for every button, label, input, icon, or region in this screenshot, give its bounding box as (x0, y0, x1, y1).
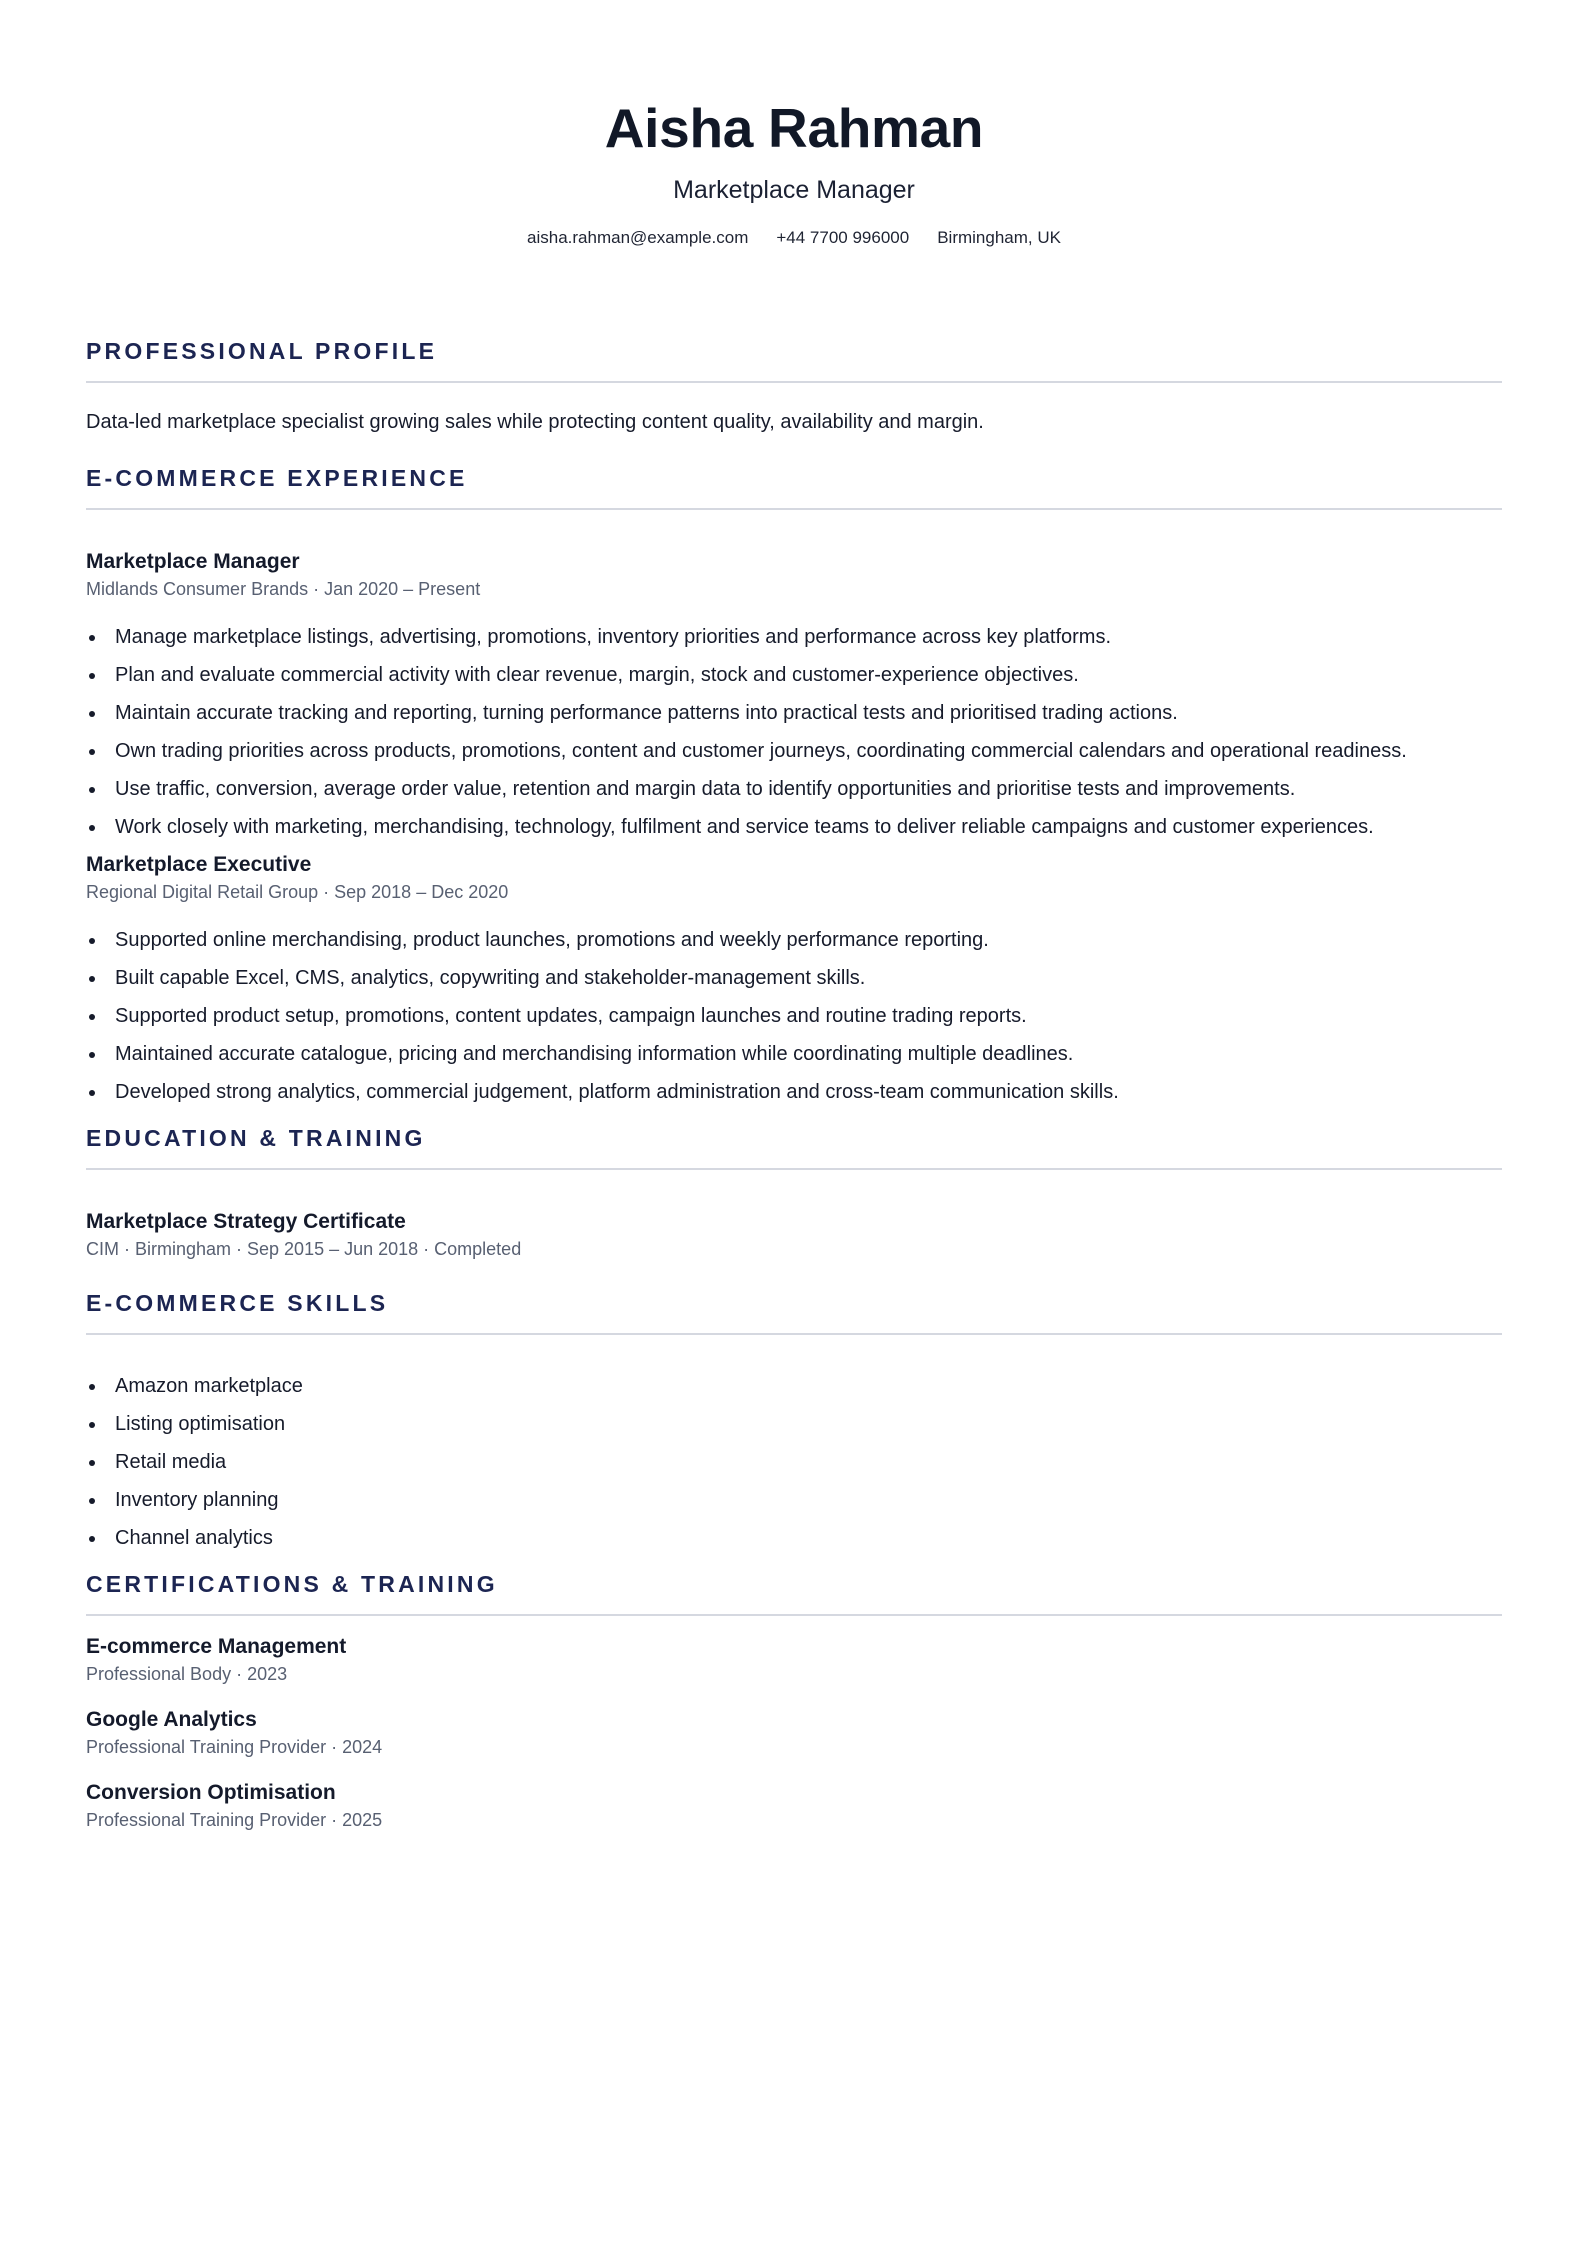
contact-info (86, 226, 1502, 250)
section-title-profile: PROFESSIONAL PROFILE (86, 336, 1502, 383)
job-bullet: Manage marketplace listings, advertising, promotions, inventory priorities and performance across key platforms. (86, 623, 1502, 651)
education-meta: CIM · Birmingham · Sep 2015 – Jun 2018 · Completed (86, 1239, 522, 1259)
certifications-section (86, 1569, 1502, 1832)
education-item (86, 1208, 1502, 1261)
section-title-education: EDUCATION & TRAINING (86, 1123, 1502, 1170)
job-bullet: Maintain accurate tracking and reporting, turning performance patterns into practical tests and prioritised trading actions. (86, 699, 1502, 727)
skill-item: Amazon marketplace (86, 1372, 1502, 1400)
job-bullet: Supported product setup, promotions, content updates, campaign launches and routine trading reports. (86, 1002, 1502, 1030)
job-bullet: Maintained accurate catalogue, pricing and merchandising information while coordinating multiple deadlines. (86, 1040, 1502, 1068)
resume-header (86, 0, 1502, 250)
skill-item: Listing optimisation (86, 1410, 1502, 1438)
certification-item (86, 1633, 1502, 1686)
contact-location: Birmingham, UK (937, 228, 1061, 247)
education-name: Marketplace Strategy Certificate (86, 1210, 406, 1233)
certification-meta: Professional Body · 2023 (86, 1664, 288, 1684)
certification-meta: Professional Training Provider · 2024 (86, 1737, 383, 1757)
job-meta: Regional Digital Retail Group · Sep 2018 – Dec 2020 (86, 882, 509, 902)
contact-email[interactable]: aisha.rahman@example.com (527, 228, 749, 247)
experience-item (86, 548, 1502, 841)
skill-item: Inventory planning (86, 1486, 1502, 1514)
job-bullets (86, 926, 1502, 1106)
profile-summary: Data-led marketplace specialist growing sales while protecting content quality, availability and margin. (86, 411, 984, 433)
education-section (86, 1123, 1502, 1261)
job-bullet: Developed strong analytics, commercial judgement, platform administration and cross-team communication skills. (86, 1078, 1502, 1106)
job-bullet: Work closely with marketing, merchandising, technology, fulfilment and service teams to deliver reliable campaigns and customer experiences. (86, 813, 1502, 841)
certification-name: Conversion Optimisation (86, 1781, 336, 1804)
section-title-certifications: CERTIFICATIONS & TRAINING (86, 1569, 1502, 1616)
certification-name: E-commerce Management (86, 1635, 347, 1658)
job-bullet: Plan and evaluate commercial activity with clear revenue, margin, stock and customer-experience objectives. (86, 661, 1502, 689)
profile-section (86, 336, 1502, 436)
certification-item (86, 1779, 1502, 1832)
job-bullet: Use traffic, conversion, average order value, retention and margin data to identify opportunities and prioritise tests and improvements. (86, 775, 1502, 803)
job-bullet: Own trading priorities across products, promotions, content and customer journeys, coordinating commercial calendars and operational readiness. (86, 737, 1502, 765)
candidate-name: Aisha Rahman (604, 97, 984, 159)
experience-section (86, 463, 1502, 1106)
candidate-headline: Marketplace Manager (673, 176, 915, 204)
certification-item (86, 1706, 1502, 1759)
section-title-experience: E-COMMERCE EXPERIENCE (86, 463, 1502, 510)
certifications-list (86, 1633, 1502, 1832)
contact-phone[interactable]: +44 7700 996000 (776, 228, 910, 247)
skill-item: Channel analytics (86, 1524, 1502, 1552)
job-bullets (86, 623, 1502, 841)
job-title: Marketplace Manager (86, 550, 300, 573)
section-title-skills: E-COMMERCE SKILLS (86, 1288, 1502, 1335)
skill-item: Retail media (86, 1448, 1502, 1476)
skills-section (86, 1288, 1502, 1552)
experience-item (86, 851, 1502, 1106)
job-bullet: Built capable Excel, CMS, analytics, copywriting and stakeholder-management skills. (86, 964, 1502, 992)
certification-name: Google Analytics (86, 1708, 257, 1731)
skills-list (86, 1372, 1502, 1552)
certification-meta: Professional Training Provider · 2025 (86, 1810, 383, 1830)
job-meta: Midlands Consumer Brands · Jan 2020 – Present (86, 579, 481, 599)
job-title: Marketplace Executive (86, 853, 312, 876)
job-bullet: Supported online merchandising, product launches, promotions and weekly performance reporting. (86, 926, 1502, 954)
